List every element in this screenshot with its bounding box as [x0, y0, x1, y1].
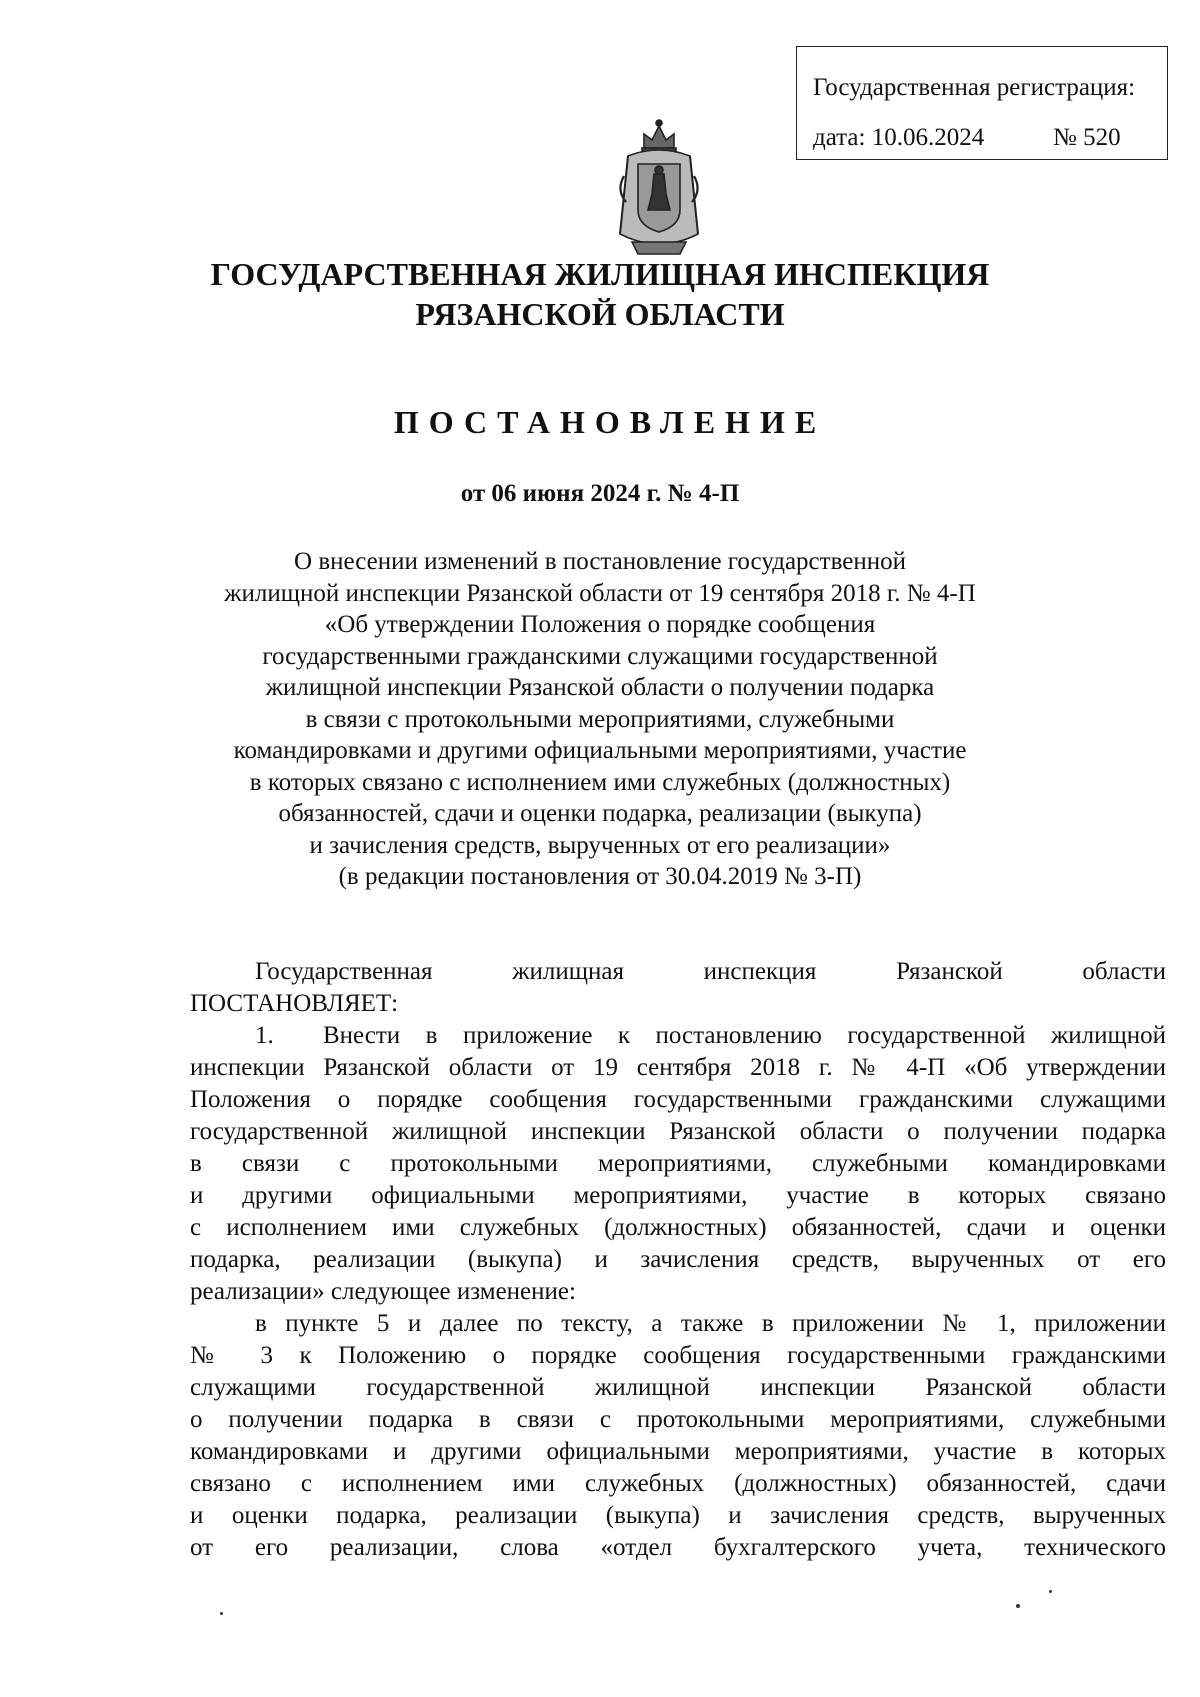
subject-line: жилищной инспекции Рязанской области о получении подарка — [265, 674, 935, 701]
subject-line: обязанностей, сдачи и оценки подарка, реализации (выкупа) — [278, 800, 922, 827]
ryazan-coat-of-arms-icon — [608, 114, 710, 260]
paragraph-2-line: от его реализации, слова «отдел бухгалтерского учета, технического — [190, 1534, 1166, 1561]
subject-line: в связи с протокольными мероприятиями, служебными — [305, 705, 895, 733]
body-intro-line: Государственная жилищная инспекция Рязанской области — [255, 958, 1166, 985]
item-1-number: 1. — [255, 1022, 274, 1049]
item-1-first-text: Внести в приложение к постановлению государственной жилищной — [323, 1022, 1166, 1049]
paragraph-2-line: командировками и другими официальными мероприятиями, участие в которых — [190, 1438, 1166, 1465]
subject-line: в которых связано с исполнением ими служебных (должностных) — [249, 768, 951, 796]
paragraph-2-line: о получении подарка в связи с протокольными мероприятиями, служебными — [190, 1406, 1166, 1433]
registration-box — [796, 46, 1168, 160]
registration-title: Государственная регистрация: — [813, 74, 1136, 101]
organization-title-line-1: ГОСУДАРСТВЕННАЯ ЖИЛИЩНАЯ ИНСПЕКЦИЯ — [210, 256, 990, 292]
item-1-first-line — [190, 1020, 1166, 1052]
subject-line: и зачисления средств, вырученных от его реализации» — [309, 831, 891, 859]
item-1-line: Положения о порядке сообщения государственными гражданскими служащими — [190, 1086, 1166, 1113]
document-subject — [0, 546, 1200, 893]
document-date-number: от 06 июня 2024 г. № 4-П — [460, 480, 740, 507]
document-type: ПОСТАНОВЛЕНИЕ — [393, 404, 827, 440]
item-1-line: и другими официальными мероприятиями, участие в которых связано — [190, 1182, 1166, 1209]
subject-line: О внесении изменений в постановление государственной — [294, 548, 906, 575]
item-1-line: с исполнением ими служебных (должностных) обязанностей, сдачи и оценки — [190, 1214, 1166, 1241]
paragraph-2-line: служащими государственной жилищной инспекции Рязанской области — [190, 1374, 1166, 1401]
scan-speck — [1016, 1604, 1020, 1608]
item-1-line: подарка, реализации (выкупа) и зачисления средств, вырученных от его — [190, 1246, 1166, 1273]
body-intro-resolves: ПОСТАНОВЛЯЕТ: — [190, 990, 399, 1017]
subject-line: (в редакции постановления от 30.04.2019 № 3-П) — [338, 863, 862, 890]
paragraph-2-line: и оценки подарка, реализации (выкупа) и зачисления средств, вырученных — [190, 1502, 1166, 1529]
subject-line: государственными гражданскими служащими государственной — [262, 642, 938, 670]
scan-speck — [1049, 1590, 1052, 1593]
paragraph-2-line: № 3 к Положению о порядке сообщения государственными гражданскими — [190, 1342, 1166, 1369]
subject-line: жилищной инспекции Рязанской области от 19 сентября 2018 г. № 4-П — [224, 579, 976, 607]
document-body — [190, 956, 1166, 1564]
organization-title — [0, 254, 1200, 334]
scan-speck — [220, 1612, 223, 1615]
paragraph-2-line: связано с исполнением ими служебных (должностных) обязанностей, сдачи — [190, 1470, 1166, 1497]
registration-number: № 520 — [1053, 124, 1121, 151]
organization-title-line-2: РЯЗАНСКОЙ ОБЛАСТИ — [415, 296, 785, 332]
subject-line: «Об утверждении Положения о порядке сообщения — [324, 611, 876, 638]
item-1-line: в связи с протокольными мероприятиями, служебными командировками — [190, 1150, 1166, 1177]
item-1-line: инспекции Рязанской области от 19 сентября 2018 г. № 4-П «Об утверждении — [190, 1054, 1166, 1081]
registration-date: дата: 10.06.2024 — [813, 124, 985, 151]
item-1-last-line: реализации» следующее изменение: — [190, 1278, 576, 1305]
registration-details — [813, 113, 1167, 163]
subject-line: командировками и другими официальными мероприятиями, участие — [233, 737, 967, 764]
paragraph-2-first-line: в пункте 5 и далее по тексту, а также в приложении № 1, приложении — [255, 1310, 1166, 1337]
item-1-line: государственной жилищной инспекции Рязанской области о получении подарка — [190, 1118, 1166, 1145]
